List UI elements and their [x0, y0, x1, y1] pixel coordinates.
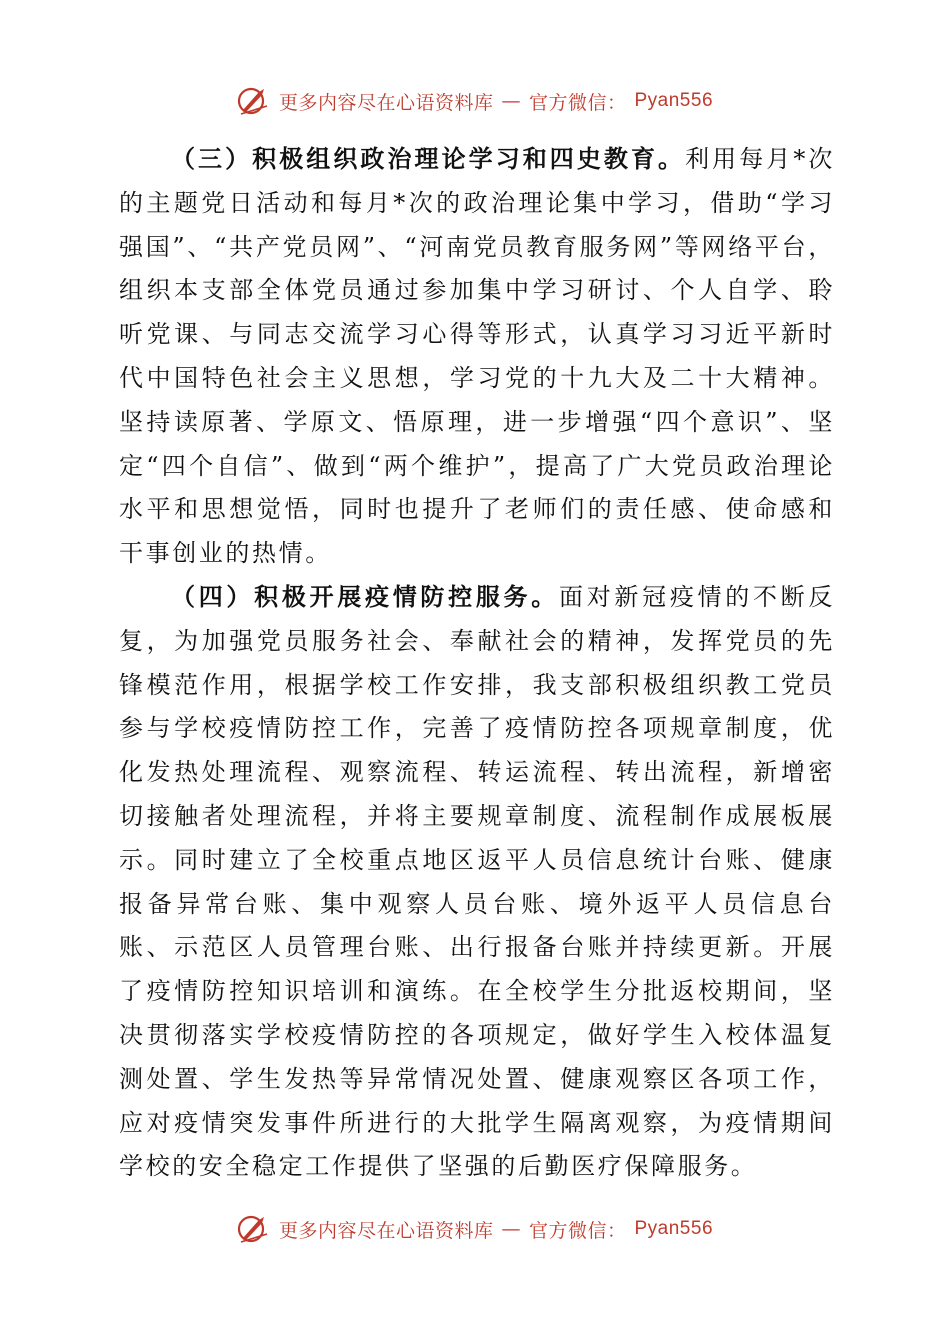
footer-watermark-banner: [0, 1214, 950, 1244]
paragraph-body: 利用每月*次的主题党日活动和每月*次的政治理论集中学习，借助“学习强国”、“共产党员网”、“河南党员教育服务网”等网络平台，组织本支部全体党员通过参加集中学习研讨、个人自学、聆听党课、与同志交流学习心得等形式，认真学习习近平新时代中国特色社会主义思想，学习党的十九大及二十大精神。坚持读原著、学原文、悟原理，进一步增强“四个意识”、坚定“四个自信”、做到“两个维护”，提高了广大党员政治理论水平和思想觉悟，同时也提升了老师们的责任感、使命感和干事创业的热情。: [119, 145, 835, 568]
paragraph-four: [119, 576, 835, 1189]
paragraph-heading: （三）积极组织政治理论学习和四史教育。: [171, 145, 686, 173]
paragraph-body: 面对新冠疫情的不断反复，为加强党员服务社会、奉献社会的精神，发挥党员的先锋模范作用，根据学校工作安排，我支部积极组织教工党员参与学校疫情防控工作，完善了疫情防控各项规章制度，优化发热处理流程、观察流程、转运流程、转出流程，新增密切接触者处理流程，并将主要规章制度、流程制作成展板展示。同时建立了全校重点地区返平人员信息统计台账、健康报备异常台账、集中观察人员台账、境外返平人员信息台账、示范区人员管理台账、出行报备台账并持续更新。开展了疫情防控知识培训和演练。在全校学生分批返校期间，坚决贯彻落实学校疫情防控的各项规定，做好学生入校体温复测处置、学生发热等异常情况处置、健康观察区各项工作，应对疫情突发事件所进行的大批学生隔离观察，为疫情期间学校的安全稳定工作提供了坚强的后勤医疗保障服务。: [119, 582, 835, 1181]
pen-logo-icon: [237, 86, 271, 116]
header-watermark-banner: [0, 86, 950, 116]
pen-logo-icon: [237, 1214, 271, 1244]
banner-dash: —: [501, 1218, 521, 1240]
banner-library-text: 更多内容尽在心语资料库: [278, 91, 494, 114]
paragraph-three: [119, 138, 835, 576]
banner-library-text: 更多内容尽在心语资料库: [278, 1219, 494, 1242]
document-body: [119, 138, 835, 1189]
banner-official-label: 官方微信：: [528, 1219, 627, 1242]
banner-dash: —: [501, 90, 521, 112]
banner-account: Pyan556: [634, 1218, 714, 1239]
paragraph-heading: （四）积极开展疫情防控服务。: [171, 582, 559, 611]
banner-account: Pyan556: [634, 90, 714, 111]
banner-official-label: 官方微信：: [528, 91, 627, 114]
